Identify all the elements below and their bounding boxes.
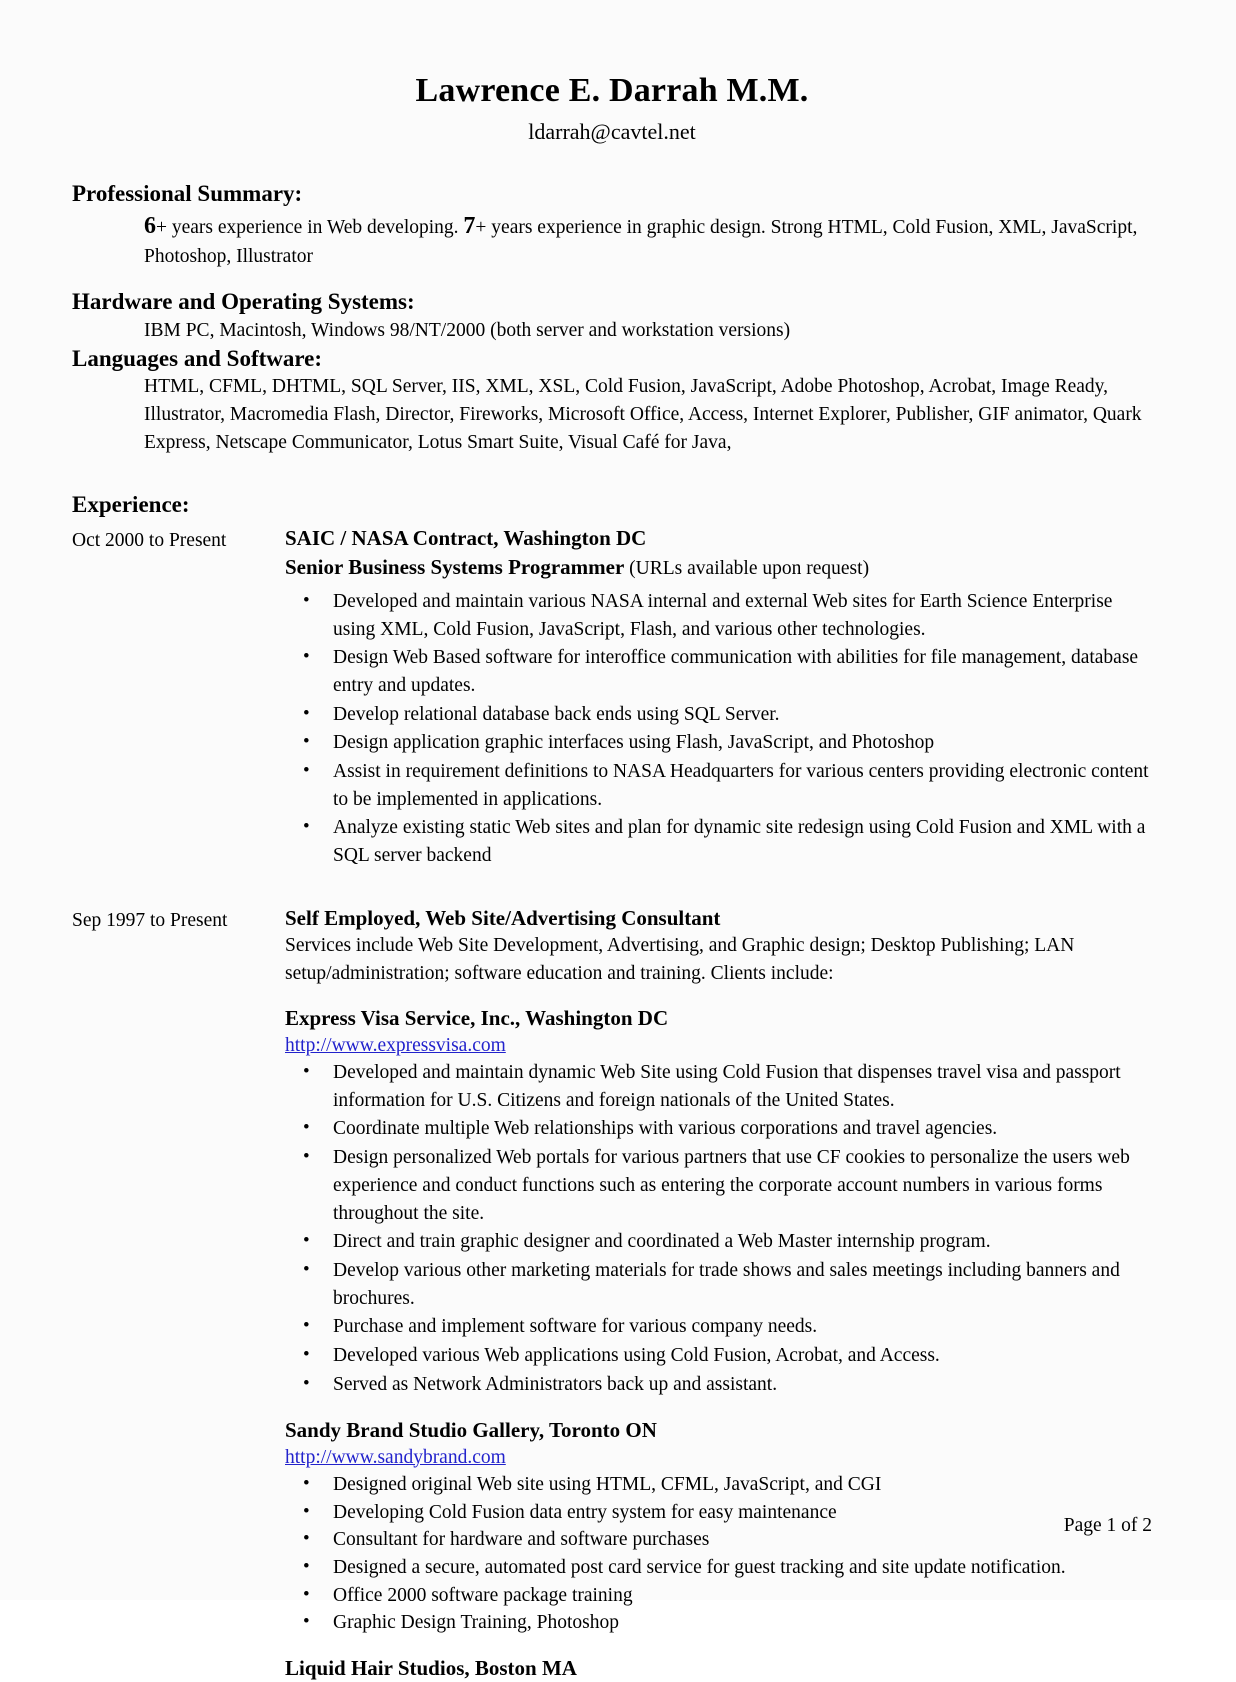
experience-details <box>285 905 1152 1682</box>
years-design-text: + years experience in graphic design. Strong HTML, Cold Fusion, XML, JavaScript, Photoshop, Illustrator <box>144 216 1138 267</box>
list-item: • Served as Network Administrators back up and assistant. <box>285 1371 1152 1399</box>
professional-summary-body <box>72 209 1152 271</box>
list-item: • Designed a secure, automated post card service for guest tracking and site update notification. <box>285 1554 1152 1582</box>
job-role-note: (URLs available upon request) <box>624 557 870 579</box>
client-name: Liquid Hair Studios, Boston MA <box>285 1656 577 1681</box>
list-item: • Direct and train graphic designer and coordinated a Web Master internship program. <box>285 1228 1152 1256</box>
section-heading-professional-summary: Professional Summary: <box>72 180 303 206</box>
list-item: • Developing Cold Fusion data entry system for easy maintenance <box>285 1499 1152 1527</box>
list-item: • Design personalized Web portals for various partners that use CF cookies to personalize the users web experience and conduct functions such as entering the corporate account numbers in various forms throughout the site. <box>285 1144 1152 1227</box>
list-item: • Coordinate multiple Web relationships with various corporations and travel agencies. <box>285 1115 1152 1143</box>
section-heading-hardware: Hardware and Operating Systems: <box>72 289 415 315</box>
client-entry <box>285 1655 1152 1682</box>
client-website-link[interactable]: http://www.expressvisa.com <box>285 1034 506 1056</box>
job-description: Services include Web Site Development, Advertising, and Graphic design; Desktop Publishing; LAN setup/administration; software education and training. Clients include: <box>285 935 1075 984</box>
job-role: Senior Business Systems Programmer <box>285 554 625 579</box>
list-item: • Developed various Web applications using Cold Fusion, Acrobat, and Access. <box>285 1342 1152 1370</box>
section-heading-experience: Experience: <box>72 491 190 517</box>
page-content <box>72 0 1152 1682</box>
years-design-number: 7 <box>463 212 476 239</box>
list-item: • Assist in requirement definitions to NASA Headquarters for various centers providing electronic content to be implemented in applications. <box>285 758 1152 813</box>
hardware-body: IBM PC, Macintosh, Windows 98/NT/2000 (both server and workstation versions) <box>144 320 791 342</box>
job-role-line <box>285 553 1152 582</box>
list-item: • Develop various other marketing materials for trade shows and sales meetings including banners and brochures. <box>285 1257 1152 1312</box>
experience-entry <box>72 905 1152 1682</box>
experience-date: Oct 2000 to Present <box>72 530 227 552</box>
client-website-link[interactable]: http://www.sandybrand.com <box>285 1446 506 1468</box>
list-item: • Developed and maintain dynamic Web Site using Cold Fusion that dispenses travel visa and passport information for U.S. Citizens and foreign nationals of the United States. <box>285 1059 1152 1114</box>
client-responsibility-list <box>285 1471 1152 1637</box>
client-entry <box>285 1005 1152 1398</box>
employer-name: Self Employed, Web Site/Advertising Consultant <box>285 905 721 930</box>
list-item: • Developed and maintain various NASA internal and external Web sites for Earth Science Enterprise using XML, Cold Fusion, JavaScript, Flash, and various other technologies. <box>285 588 1152 643</box>
experience-details <box>285 525 1152 870</box>
years-web-text: + years experience in Web developing. <box>156 216 464 238</box>
page-footer: Page 1 of 2 <box>1063 1514 1152 1536</box>
client-name: Sandy Brand Studio Gallery, Toronto ON <box>285 1418 657 1443</box>
candidate-name: Lawrence E. Darrah M.M. <box>415 72 809 109</box>
list-item: • Designed original Web site using HTML, CFML, JavaScript, and CGI <box>285 1471 1152 1499</box>
client-name: Express Visa Service, Inc., Washington DC <box>285 1006 669 1031</box>
candidate-email: ldarrah@cavtel.net <box>528 119 696 145</box>
list-item: • Office 2000 software package training <box>285 1582 1152 1610</box>
section-heading-languages: Languages and Software: <box>72 345 323 371</box>
experience-date: Sep 1997 to Present <box>72 909 228 931</box>
list-item: • Develop relational database back ends using SQL Server. <box>285 701 1152 729</box>
languages-body: HTML, CFML, DHTML, SQL Server, IIS, XML, XSL, Cold Fusion, JavaScript, Adobe Photoshop, Acrobat, Image Ready, Illustrator, Macromedia Flash, Director, Fireworks, Microsoft Office, Access, Internet Explorer, Publisher, GIF animator, Quark Express, Netscape Communicator, Lotus Smart Suite, Visual Café for Java, <box>144 376 1142 453</box>
list-item: • Purchase and implement software for various company needs. <box>285 1313 1152 1341</box>
client-entry <box>285 1417 1152 1637</box>
list-item: • Analyze existing static Web sites and plan for dynamic site redesign using Cold Fusion and XML with a SQL server backend <box>285 814 1152 869</box>
list-item: • Consultant for hardware and software purchases <box>285 1526 1152 1554</box>
list-item: • Design application graphic interfaces using Flash, JavaScript, and Photoshop <box>285 729 1152 757</box>
list-item: • Design Web Based software for interoffice communication with abilities for file management, database entry and updates. <box>285 644 1152 699</box>
experience-entry <box>72 525 1152 870</box>
years-web-number: 6 <box>144 212 156 239</box>
responsibility-list <box>285 588 1152 870</box>
employer-name: SAIC / NASA Contract, Washington DC <box>285 526 647 551</box>
client-responsibility-list <box>285 1059 1152 1398</box>
list-item: • Graphic Design Training, Photoshop <box>285 1609 1152 1637</box>
